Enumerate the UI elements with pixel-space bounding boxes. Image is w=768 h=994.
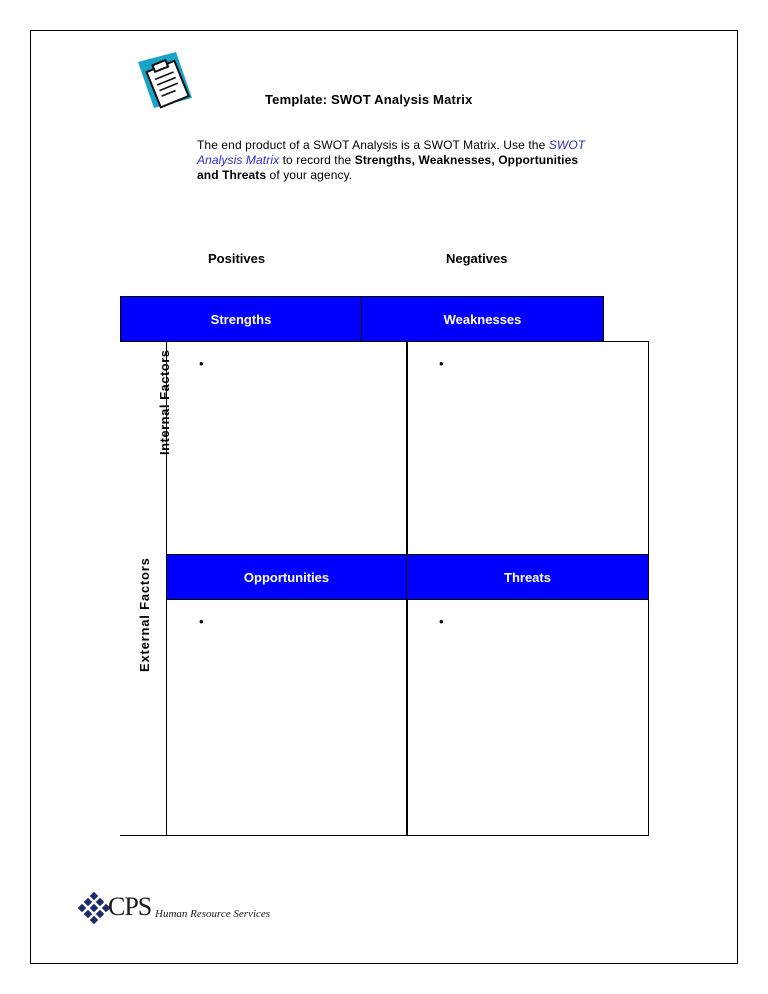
cps-diamond-icon [78, 892, 112, 924]
page-title: Template: SWOT Analysis Matrix [265, 92, 473, 107]
weaknesses-header: Weaknesses [361, 296, 604, 342]
external-factors-label: External Factors [137, 557, 152, 672]
cps-logo [78, 890, 298, 926]
strengths-bullet[interactable]: • [199, 356, 204, 371]
logo-brand: CPS [108, 892, 152, 921]
clipboard-icon [136, 52, 200, 110]
intro-text-3: of your agency. [266, 168, 353, 182]
intro-text-2: to record the [279, 153, 355, 167]
weaknesses-bullet[interactable]: • [439, 356, 444, 371]
strengths-header: Strengths [120, 296, 362, 342]
internal-factors-label: Internal Factors [157, 349, 172, 455]
opportunities-header: Opportunities [166, 554, 407, 600]
swot-matrix-link[interactable]: SWOT Analysis Matrix [197, 138, 586, 167]
threats-header: Threats [406, 554, 649, 600]
intro-text-1: The end product of a SWOT Analysis is a SWOT Matrix. Use the [197, 138, 549, 152]
intro-paragraph [197, 138, 597, 183]
opportunities-bullet[interactable]: • [199, 614, 204, 629]
negatives-label: Negatives [446, 251, 508, 266]
positives-label: Positives [208, 251, 266, 266]
intro-bold: Strengths, Weaknesses, Opportunities and Threats [197, 153, 579, 182]
logo-tagline: Human Resource Services [155, 908, 271, 920]
threats-bullet[interactable]: • [439, 614, 444, 629]
grid-bottom-line [120, 835, 649, 836]
